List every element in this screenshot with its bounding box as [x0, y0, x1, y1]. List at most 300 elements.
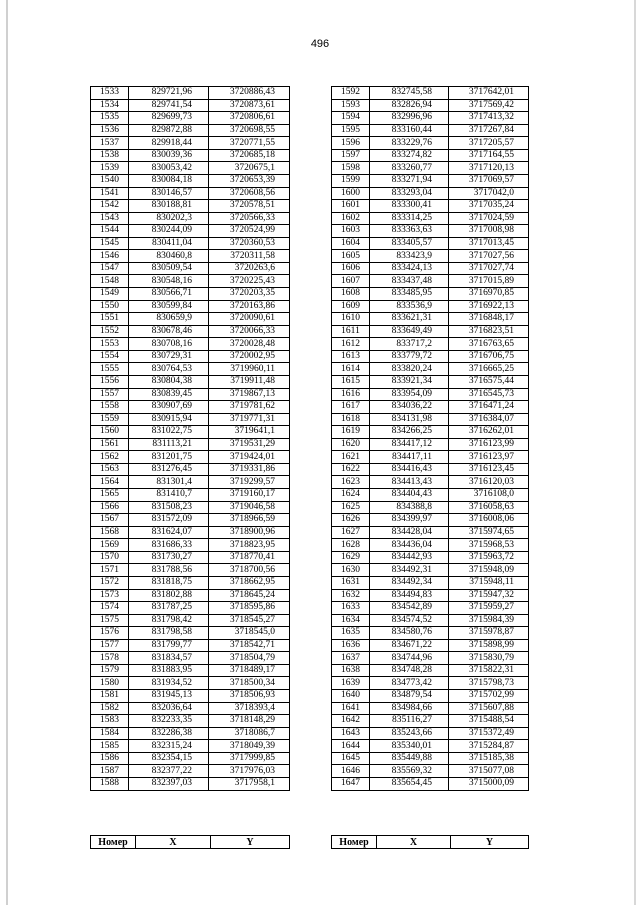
cell-num: 1557 — [91, 388, 129, 401]
cell-num: 1604 — [332, 237, 370, 250]
table-row — [91, 250, 290, 263]
table-row — [332, 313, 529, 326]
header-y: Y — [211, 836, 290, 849]
cell-x: 834417,11 — [370, 451, 449, 464]
cell-x: 835340,01 — [370, 740, 449, 753]
table-row — [332, 652, 529, 665]
cell-num: 1643 — [332, 727, 370, 740]
cell-num: 1611 — [332, 325, 370, 338]
table-row — [332, 564, 529, 577]
table-row — [332, 187, 529, 200]
cell-y: 3718504,79 — [209, 652, 290, 665]
cell-y: 3718545,27 — [209, 614, 290, 627]
cell-x: 833363,63 — [370, 225, 449, 238]
table-row — [91, 564, 290, 577]
table-row — [91, 137, 290, 150]
cell-y: 3717120,13 — [449, 162, 529, 175]
table-row — [332, 702, 529, 715]
table-row — [91, 313, 290, 326]
cell-num: 1543 — [91, 212, 129, 225]
cell-num: 1618 — [332, 413, 370, 426]
header-x: X — [136, 836, 211, 849]
cell-y: 3715077,08 — [449, 765, 529, 778]
cell-y: 3715959,27 — [449, 602, 529, 615]
table-row — [332, 413, 529, 426]
cell-num: 1636 — [332, 639, 370, 652]
cell-x: 831624,07 — [129, 526, 209, 539]
table-row — [91, 589, 290, 602]
cell-num: 1630 — [332, 564, 370, 577]
cell-num: 1547 — [91, 262, 129, 275]
cell-y: 3715607,88 — [449, 702, 529, 715]
cell-x: 830084,18 — [129, 174, 209, 187]
cell-y: 3720566,33 — [209, 212, 290, 225]
cell-num: 1572 — [91, 576, 129, 589]
cell-x: 832354,15 — [129, 752, 209, 765]
cell-x: 830678,46 — [129, 325, 209, 338]
cell-num: 1609 — [332, 300, 370, 313]
cell-x: 834574,52 — [370, 614, 449, 627]
cell-y: 3715822,31 — [449, 664, 529, 677]
cell-num: 1642 — [332, 715, 370, 728]
cell-num: 1562 — [91, 451, 129, 464]
cell-x: 829741,54 — [129, 99, 209, 112]
page-number: 496 — [310, 38, 330, 50]
cell-y: 3720066,33 — [209, 325, 290, 338]
scan-edge-right — [634, 0, 636, 905]
cell-x: 833779,72 — [370, 350, 449, 363]
cell-num: 1619 — [332, 426, 370, 439]
table-row — [332, 765, 529, 778]
cell-y: 3719641,1 — [209, 426, 290, 439]
cell-x: 830053,42 — [129, 162, 209, 175]
cell-x: 835569,32 — [370, 765, 449, 778]
cell-x: 832397,03 — [129, 777, 209, 790]
table-row — [332, 777, 529, 790]
cell-x: 833229,76 — [370, 137, 449, 150]
header-number: Номер — [332, 836, 377, 849]
cell-y: 3715000,09 — [449, 777, 529, 790]
cell-num: 1628 — [332, 539, 370, 552]
cell-num: 1545 — [91, 237, 129, 250]
table-row — [91, 715, 290, 728]
cell-y: 3720002,95 — [209, 350, 290, 363]
cell-num: 1607 — [332, 275, 370, 288]
cell-num: 1632 — [332, 589, 370, 602]
cell-num: 1571 — [91, 564, 129, 577]
table-row — [332, 677, 529, 690]
table-row — [91, 187, 290, 200]
table-row — [91, 501, 290, 514]
table-row — [332, 262, 529, 275]
cell-y: 3718595,86 — [209, 602, 290, 615]
cell-num: 1594 — [332, 112, 370, 125]
cell-num: 1584 — [91, 727, 129, 740]
cell-x: 831834,57 — [129, 652, 209, 665]
table-row — [332, 325, 529, 338]
cell-y: 3720090,61 — [209, 313, 290, 326]
cell-x: 834399,97 — [370, 514, 449, 527]
cell-x: 834416,43 — [370, 463, 449, 476]
table-row — [91, 539, 290, 552]
cell-y: 3716970,85 — [449, 288, 529, 301]
cell-y: 3717069,57 — [449, 174, 529, 187]
header-number: Номер — [91, 836, 136, 849]
cell-x: 833820,24 — [370, 363, 449, 376]
cell-x: 833160,44 — [370, 124, 449, 137]
table-row — [91, 526, 290, 539]
cell-y: 3717164,55 — [449, 149, 529, 162]
cell-num: 1564 — [91, 476, 129, 489]
table-row — [332, 664, 529, 677]
table-row — [91, 777, 290, 790]
cell-y: 3717042,0 — [449, 187, 529, 200]
cell-y: 3718662,95 — [209, 576, 290, 589]
cell-y: 3720685,18 — [209, 149, 290, 162]
cell-x: 831730,27 — [129, 551, 209, 564]
cell-num: 1565 — [91, 489, 129, 502]
cell-y: 3719781,62 — [209, 401, 290, 414]
cell-num: 1601 — [332, 200, 370, 213]
table-row — [91, 664, 290, 677]
cell-num: 1556 — [91, 375, 129, 388]
cell-y: 3715984,39 — [449, 614, 529, 627]
header-x: X — [377, 836, 451, 849]
cell-x: 831934,52 — [129, 677, 209, 690]
table-row — [91, 627, 290, 640]
table-row — [91, 162, 290, 175]
table-row — [332, 124, 529, 137]
cell-x: 833536,9 — [370, 300, 449, 313]
cell-y: 3716848,17 — [449, 313, 529, 326]
cell-num: 1624 — [332, 489, 370, 502]
cell-x: 831201,75 — [129, 451, 209, 464]
cell-y: 3718823,95 — [209, 539, 290, 552]
cell-y: 3717642,01 — [449, 87, 529, 100]
cell-num: 1569 — [91, 539, 129, 552]
cell-num: 1538 — [91, 149, 129, 162]
cell-y: 3717035,24 — [449, 200, 529, 213]
cell-y: 3719299,57 — [209, 476, 290, 489]
cell-x: 833260,77 — [370, 162, 449, 175]
table-row — [332, 350, 529, 363]
cell-y: 3717205,57 — [449, 137, 529, 150]
cell-y: 3719531,29 — [209, 438, 290, 451]
cell-y: 3720203,35 — [209, 288, 290, 301]
table-row — [91, 200, 290, 213]
table-row — [332, 200, 529, 213]
table-row — [332, 162, 529, 175]
table-row — [332, 212, 529, 225]
cell-x: 834428,04 — [370, 526, 449, 539]
cell-y: 3718700,56 — [209, 564, 290, 577]
cell-x: 830907,69 — [129, 401, 209, 414]
cell-num: 1552 — [91, 325, 129, 338]
cell-x: 832377,22 — [129, 765, 209, 778]
cell-y: 3716123,97 — [449, 451, 529, 464]
table-row — [91, 174, 290, 187]
cell-x: 833314,25 — [370, 212, 449, 225]
cell-x: 830764,53 — [129, 363, 209, 376]
cell-y: 3715947,32 — [449, 589, 529, 602]
cell-y: 3718506,93 — [209, 690, 290, 703]
cell-y: 3715898,99 — [449, 639, 529, 652]
cell-y: 3719331,86 — [209, 463, 290, 476]
cell-x: 831276,45 — [129, 463, 209, 476]
table-row — [332, 388, 529, 401]
cell-y: 3715948,09 — [449, 564, 529, 577]
cell-num: 1621 — [332, 451, 370, 464]
cell-y: 3720225,43 — [209, 275, 290, 288]
table-row — [91, 476, 290, 489]
table-row — [91, 652, 290, 665]
cell-num: 1579 — [91, 664, 129, 677]
cell-x: 833921,34 — [370, 375, 449, 388]
table-row — [91, 300, 290, 313]
cell-y: 3716058,63 — [449, 501, 529, 514]
cell-x: 832233,35 — [129, 715, 209, 728]
cell-y: 3717413,32 — [449, 112, 529, 125]
column-header-right — [331, 835, 529, 849]
cell-x: 833271,94 — [370, 174, 449, 187]
cell-x: 831301,4 — [129, 476, 209, 489]
cell-y: 3719046,58 — [209, 501, 290, 514]
table-row — [332, 250, 529, 263]
cell-y: 3720263,6 — [209, 262, 290, 275]
cell-x: 831883,95 — [129, 664, 209, 677]
cell-y: 3718545,0 — [209, 627, 290, 640]
table-row — [91, 401, 290, 414]
cell-num: 1634 — [332, 614, 370, 627]
column-header-left — [90, 835, 290, 849]
cell-num: 1608 — [332, 288, 370, 301]
cell-num: 1570 — [91, 551, 129, 564]
cell-num: 1645 — [332, 752, 370, 765]
cell-y: 3716706,75 — [449, 350, 529, 363]
cell-x: 831802,88 — [129, 589, 209, 602]
cell-x: 830659,9 — [129, 313, 209, 326]
cell-y: 3716471,24 — [449, 401, 529, 414]
table-row — [332, 438, 529, 451]
table-row — [91, 262, 290, 275]
cell-y: 3720873,61 — [209, 99, 290, 112]
cell-y: 3717015,89 — [449, 275, 529, 288]
cell-y: 3720524,99 — [209, 225, 290, 238]
cell-y: 3718900,96 — [209, 526, 290, 539]
cell-y: 3719160,17 — [209, 489, 290, 502]
table-row — [332, 275, 529, 288]
cell-num: 1597 — [332, 149, 370, 162]
cell-y: 3718645,24 — [209, 589, 290, 602]
cell-x: 834036,22 — [370, 401, 449, 414]
cell-y: 3720653,39 — [209, 174, 290, 187]
cell-x: 830839,45 — [129, 388, 209, 401]
cell-num: 1595 — [332, 124, 370, 137]
cell-y: 3716763,65 — [449, 338, 529, 351]
cell-x: 832036,64 — [129, 702, 209, 715]
cell-y: 3720163,86 — [209, 300, 290, 313]
cell-y: 3716108,0 — [449, 489, 529, 502]
table-row — [332, 300, 529, 313]
cell-x: 833423,9 — [370, 250, 449, 263]
table-row — [91, 237, 290, 250]
cell-x: 831788,56 — [129, 564, 209, 577]
cell-num: 1635 — [332, 627, 370, 640]
cell-x: 834417,12 — [370, 438, 449, 451]
table-row — [332, 99, 529, 112]
cell-y: 3715968,53 — [449, 539, 529, 552]
cell-num: 1563 — [91, 463, 129, 476]
cell-y: 3717027,74 — [449, 262, 529, 275]
cell-y: 3720360,53 — [209, 237, 290, 250]
cell-y: 3715830,79 — [449, 652, 529, 665]
cell-y: 3720675,1 — [209, 162, 290, 175]
table-row — [91, 413, 290, 426]
table-row — [332, 87, 529, 100]
cell-num: 1544 — [91, 225, 129, 238]
cell-y: 3720311,58 — [209, 250, 290, 263]
cell-x: 833621,31 — [370, 313, 449, 326]
cell-x: 834494,83 — [370, 589, 449, 602]
cell-y: 3715974,65 — [449, 526, 529, 539]
cell-num: 1553 — [91, 338, 129, 351]
cell-y: 3717267,84 — [449, 124, 529, 137]
table-row — [91, 451, 290, 464]
table-row — [91, 702, 290, 715]
cell-y: 3719911,48 — [209, 375, 290, 388]
cell-x: 831945,13 — [129, 690, 209, 703]
cell-x: 832745,58 — [370, 87, 449, 100]
cell-x: 833293,04 — [370, 187, 449, 200]
cell-y: 3716575,44 — [449, 375, 529, 388]
cell-x: 829721,96 — [129, 87, 209, 100]
cell-y: 3717958,1 — [209, 777, 290, 790]
cell-y: 3717569,42 — [449, 99, 529, 112]
cell-num: 1593 — [332, 99, 370, 112]
cell-num: 1623 — [332, 476, 370, 489]
cell-num: 1637 — [332, 652, 370, 665]
cell-x: 833649,49 — [370, 325, 449, 338]
cell-num: 1633 — [332, 602, 370, 615]
cell-y: 3716262,01 — [449, 426, 529, 439]
cell-x: 831787,25 — [129, 602, 209, 615]
cell-x: 833405,57 — [370, 237, 449, 250]
cell-num: 1537 — [91, 137, 129, 150]
table-row — [91, 727, 290, 740]
cell-x: 834773,42 — [370, 677, 449, 690]
cell-x: 833485,95 — [370, 288, 449, 301]
table-row — [332, 463, 529, 476]
cell-y: 3720608,56 — [209, 187, 290, 200]
cell-y: 3717013,45 — [449, 237, 529, 250]
table-row — [91, 752, 290, 765]
cell-y: 3716545,73 — [449, 388, 529, 401]
table-row — [332, 501, 529, 514]
cell-y: 3720806,61 — [209, 112, 290, 125]
cell-num: 1641 — [332, 702, 370, 715]
cell-x: 835449,88 — [370, 752, 449, 765]
table-row — [332, 639, 529, 652]
cell-y: 3717999,85 — [209, 752, 290, 765]
cell-y: 3717024,59 — [449, 212, 529, 225]
cell-x: 830202,3 — [129, 212, 209, 225]
cell-x: 834492,34 — [370, 576, 449, 589]
cell-num: 1548 — [91, 275, 129, 288]
table-row — [332, 426, 529, 439]
table-row — [91, 212, 290, 225]
cell-num: 1558 — [91, 401, 129, 414]
table-row — [91, 87, 290, 100]
cell-x: 831410,7 — [129, 489, 209, 502]
cell-y: 3716120,03 — [449, 476, 529, 489]
cell-num: 1549 — [91, 288, 129, 301]
cell-x: 833717,2 — [370, 338, 449, 351]
cell-y: 3719867,13 — [209, 388, 290, 401]
coordinates-table-right — [331, 86, 529, 791]
cell-y: 3720886,43 — [209, 87, 290, 100]
cell-x: 830244,09 — [129, 225, 209, 238]
table-row — [332, 174, 529, 187]
cell-y: 3716123,45 — [449, 463, 529, 476]
cell-num: 1576 — [91, 627, 129, 640]
cell-x: 830146,57 — [129, 187, 209, 200]
cell-y: 3718542,71 — [209, 639, 290, 652]
table-row — [91, 363, 290, 376]
table-row — [332, 727, 529, 740]
cell-x: 831799,77 — [129, 639, 209, 652]
table-row — [91, 614, 290, 627]
cell-y: 3716384,07 — [449, 413, 529, 426]
table-row — [332, 149, 529, 162]
table-row — [332, 614, 529, 627]
cell-num: 1639 — [332, 677, 370, 690]
coordinates-table-left — [90, 86, 290, 791]
cell-num: 1600 — [332, 187, 370, 200]
table-row — [332, 451, 529, 464]
cell-num: 1578 — [91, 652, 129, 665]
table-row — [332, 375, 529, 388]
cell-x: 830804,38 — [129, 375, 209, 388]
cell-y: 3715948,11 — [449, 576, 529, 589]
cell-num: 1568 — [91, 526, 129, 539]
cell-num: 1585 — [91, 740, 129, 753]
cell-x: 829918,44 — [129, 137, 209, 150]
table-row — [332, 288, 529, 301]
table-row — [91, 514, 290, 527]
cell-num: 1626 — [332, 514, 370, 527]
table-row — [91, 765, 290, 778]
cell-y: 3717027,56 — [449, 250, 529, 263]
cell-num: 1551 — [91, 313, 129, 326]
cell-x: 831798,58 — [129, 627, 209, 640]
cell-x: 833954,09 — [370, 388, 449, 401]
cell-y: 3715488,54 — [449, 715, 529, 728]
cell-num: 1647 — [332, 777, 370, 790]
cell-y: 3718393,4 — [209, 702, 290, 715]
cell-num: 1614 — [332, 363, 370, 376]
cell-x: 832286,38 — [129, 727, 209, 740]
cell-num: 1539 — [91, 162, 129, 175]
cell-x: 831572,09 — [129, 514, 209, 527]
cell-y: 3716665,25 — [449, 363, 529, 376]
cell-x: 833300,41 — [370, 200, 449, 213]
cell-num: 1586 — [91, 752, 129, 765]
cell-x: 834492,31 — [370, 564, 449, 577]
cell-num: 1602 — [332, 212, 370, 225]
cell-num: 1615 — [332, 375, 370, 388]
cell-num: 1646 — [332, 765, 370, 778]
cell-y: 3720698,55 — [209, 124, 290, 137]
